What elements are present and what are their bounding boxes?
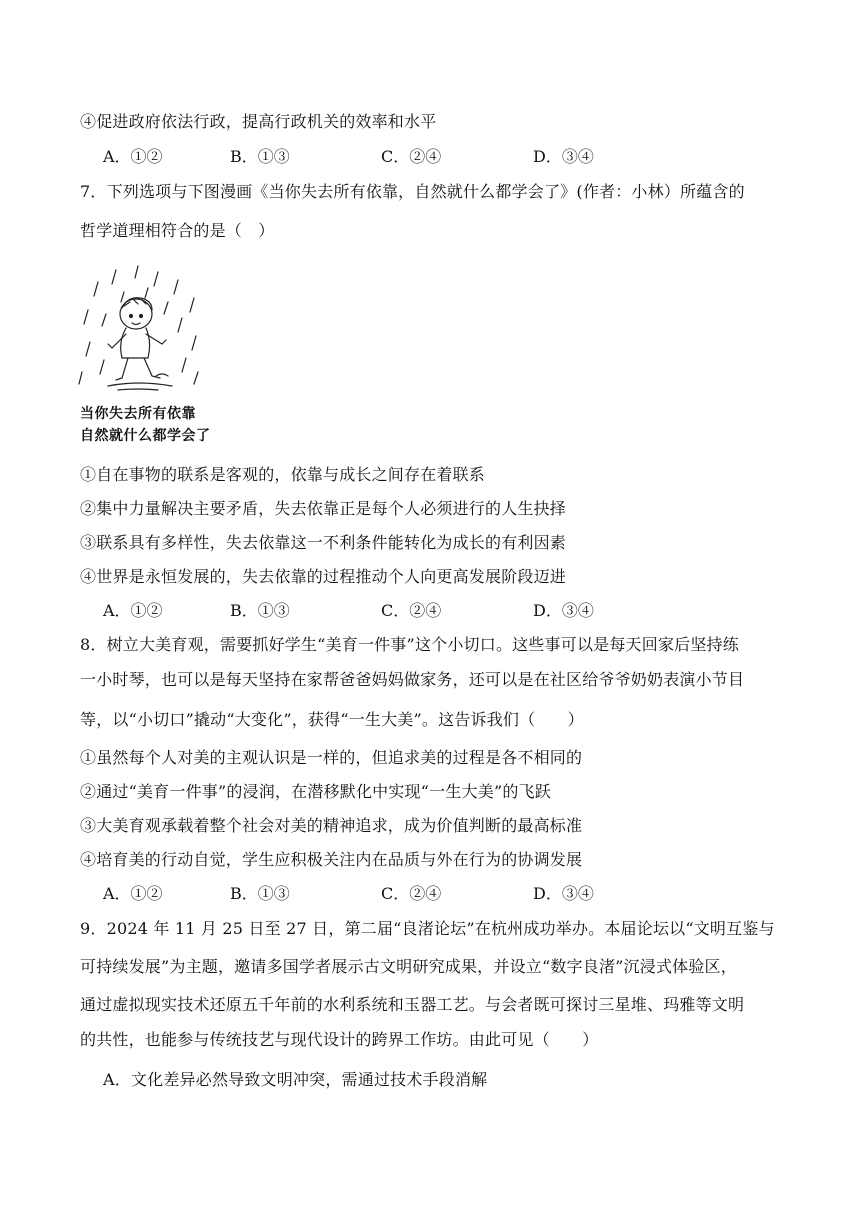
q6-option-c[interactable]: C．②④ bbox=[381, 147, 442, 166]
cartoon-caption-line-1: 当你失去所有依靠 bbox=[80, 406, 196, 422]
q9-stem-line-4: 的共性，也能参与传统技艺与现代设计的跨界工作坊。由此可见（ ） bbox=[80, 1030, 599, 1049]
q8-option-d[interactable]: D．③④ bbox=[533, 884, 594, 903]
q9-stem-line-2: 可持续发展”为主题，邀请多国学者展示古文明研究成果，并设立“数字良渚”沉浸式体验区， bbox=[80, 957, 737, 976]
q9-stem-line-3: 通过虚拟现实技术还原五千年前的水利系统和玉器工艺。与会者既可探讨三星堆、玛雅等文明 bbox=[80, 995, 745, 1014]
q8-item-4: ④培育美的行动自觉，学生应积极关注内在品质与外在行为的协调发展 bbox=[80, 850, 583, 869]
q7-option-c[interactable]: C．②④ bbox=[381, 601, 442, 620]
q6-option-a[interactable]: A．①② bbox=[103, 147, 163, 166]
q7-item-3: ③联系具有多样性，失去依靠这一不利条件能转化为成长的有利因素 bbox=[80, 533, 567, 552]
q8-option-b[interactable]: B．①③ bbox=[230, 884, 290, 903]
q7-option-b[interactable]: B．①③ bbox=[230, 601, 290, 620]
q7-option-a[interactable]: A．①② bbox=[103, 601, 163, 620]
q7-stem-line-1: 7．下列选项与下图漫画《当你失去所有依靠，自然就什么都学会了》(作者：小林）所蕴含的 bbox=[80, 182, 745, 201]
q8-stem-line-2: 一小时琴，也可以是每天坚持在家帮爸爸妈妈做家务，还可以是在社区给爷爷奶奶表演小节目 bbox=[80, 670, 745, 689]
q8-option-a[interactable]: A．①② bbox=[103, 884, 163, 903]
q7-stem-line-2: 哲学道理相符合的是（ ） bbox=[80, 221, 275, 240]
q9-stem-line-1: 9．2024 年 11 月 25 日至 27 日，第二届“良渚论坛”在杭州成功举办。本届论坛以“文明互鉴与 bbox=[80, 919, 775, 938]
q7-item-1: ①自在事物的联系是客观的，依靠与成长之间存在着联系 bbox=[80, 465, 486, 484]
q9-option-a[interactable]: A．文化差异必然导致文明冲突，需通过技术手段消解 bbox=[103, 1070, 488, 1089]
q7-item-2: ②集中力量解决主要矛盾，失去依靠正是每个人必须进行的人生抉择 bbox=[80, 499, 567, 518]
q7-item-4: ④世界是永恒发展的，失去依靠的过程推动个人向更高发展阶段迈进 bbox=[80, 567, 567, 586]
q6-option-d[interactable]: D．③④ bbox=[533, 147, 594, 166]
q8-item-1: ①虽然每个人对美的主观认识是一样的，但追求美的过程是各不相同的 bbox=[80, 748, 583, 767]
q8-item-2: ②通过“美育一件事”的浸润，在潜移默化中实现“一生大美”的飞跃 bbox=[80, 782, 551, 801]
q7-option-d[interactable]: D．③④ bbox=[533, 601, 594, 620]
q8-option-c[interactable]: C．②④ bbox=[381, 884, 442, 903]
q8-item-3: ③大美育观承载着整个社会对美的精神追求，成为价值判断的最高标准 bbox=[80, 816, 583, 835]
cartoon-caption-line-2: 自然就什么都学会了 bbox=[80, 428, 211, 444]
q8-stem-line-1: 8．树立大美育观，需要抓好学生“美育一件事”这个小切口。这些事可以是每天回家后坚持练 bbox=[80, 635, 739, 654]
rain-figure-cartoon-icon bbox=[78, 262, 208, 452]
q6-option-b[interactable]: B．①③ bbox=[230, 147, 290, 166]
q6-item-4: ④促进政府依法行政，提高行政机关的效率和水平 bbox=[80, 112, 437, 131]
q8-stem-line-3: 等，以“小切口”撬动“大变化”，获得“一生大美”。这告诉我们（ ） bbox=[80, 710, 584, 729]
